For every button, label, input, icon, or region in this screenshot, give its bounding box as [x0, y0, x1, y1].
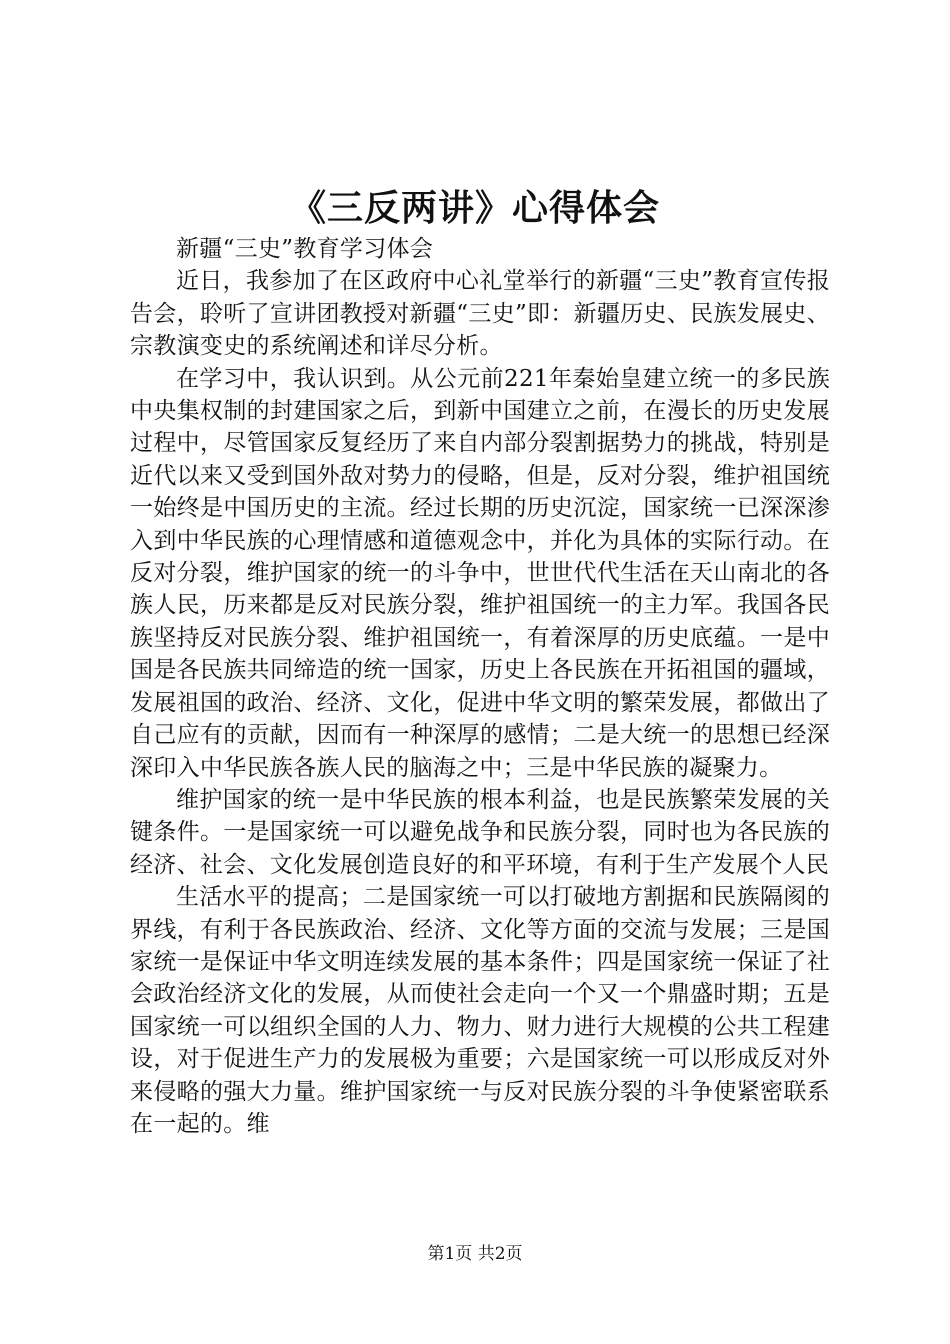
paragraph-benefits: 生活水平的提高；二是国家统一可以打破地方割据和民族隔阂的界线，有利于各民族政治、经济、文化等方面的交流与发展；三是国家统一是保证中华文明连续发展的基本条件；四是国家统一保证了社会政治经济文化的发展，从而使社会走向一个又一个鼎盛时期；五是国家统一可以组织全国的人力、物力、财力进行大规模的公共工程建设，对于促进生产力的发展极为重要；六是国家统一可以形成反对外来侵略的强大力量。维护国家统一与反对民族分裂的斗争使紧密联系在一起的。维: [130, 884, 830, 1137]
paragraph-history: 在学习中，我认识到。从公元前221年秦始皇建立统一的多民族中央集权制的封建国家之后，到新中国建立之前，在漫长的历史发展过程中，尽管国家反复经历了来自内部分裂割据势力的挑战，特别是近代以来又受到国外敌对势力的侵略，但是，反对分裂，维护祖国统一始终是中国历史的主流。经过长期的历史沉淀，国家统一已深深渗入到中华民族的心理情感和道德观念中，并化为具体的实际行动。在反对分裂，维护国家的统一的斗争中，世世代代生活在天山南北的各族人民，历来都是反对民族分裂，维护祖国统一的主力军。我国各民族坚持反对民族分裂、维护祖国统一，有着深厚的历史底蕴。一是中国是各民族共同缔造的统一国家，历史上各民族在开拓祖国的疆域，发展祖国的政治、经济、文化，促进中华文明的繁荣发展，都做出了自己应有的贡献，因而有一种深厚的感情；二是大统一的思想已经深深印入中华民族各族人民的脑海之中；三是中华民族的凝聚力。: [130, 365, 830, 781]
document-body: [130, 233, 830, 1140]
document-title: 《三反两讲》心得体会: [289, 187, 660, 229]
paragraph-intro: 近日，我参加了在区政府中心礼堂举行的新疆“三史”教育宣传报告会，聆听了宣讲团教授对新疆“三史”即：新疆历史、民族发展史、宗教演变史的系统阐述和详尽分析。: [130, 268, 830, 360]
paragraph-unity: 维护国家的统一是中华民族的根本利益，也是民族繁荣发展的关键条件。一是国家统一可以避免战争和民族分裂，同时也为各民族的经济、社会、文化发展创造良好的和平环境，有利于生产发展个人民: [130, 786, 830, 878]
page-number-footer: 第1页 共2页: [427, 1244, 523, 1264]
paragraph-subtitle: 新疆“三史”教育学习体会: [176, 236, 434, 262]
